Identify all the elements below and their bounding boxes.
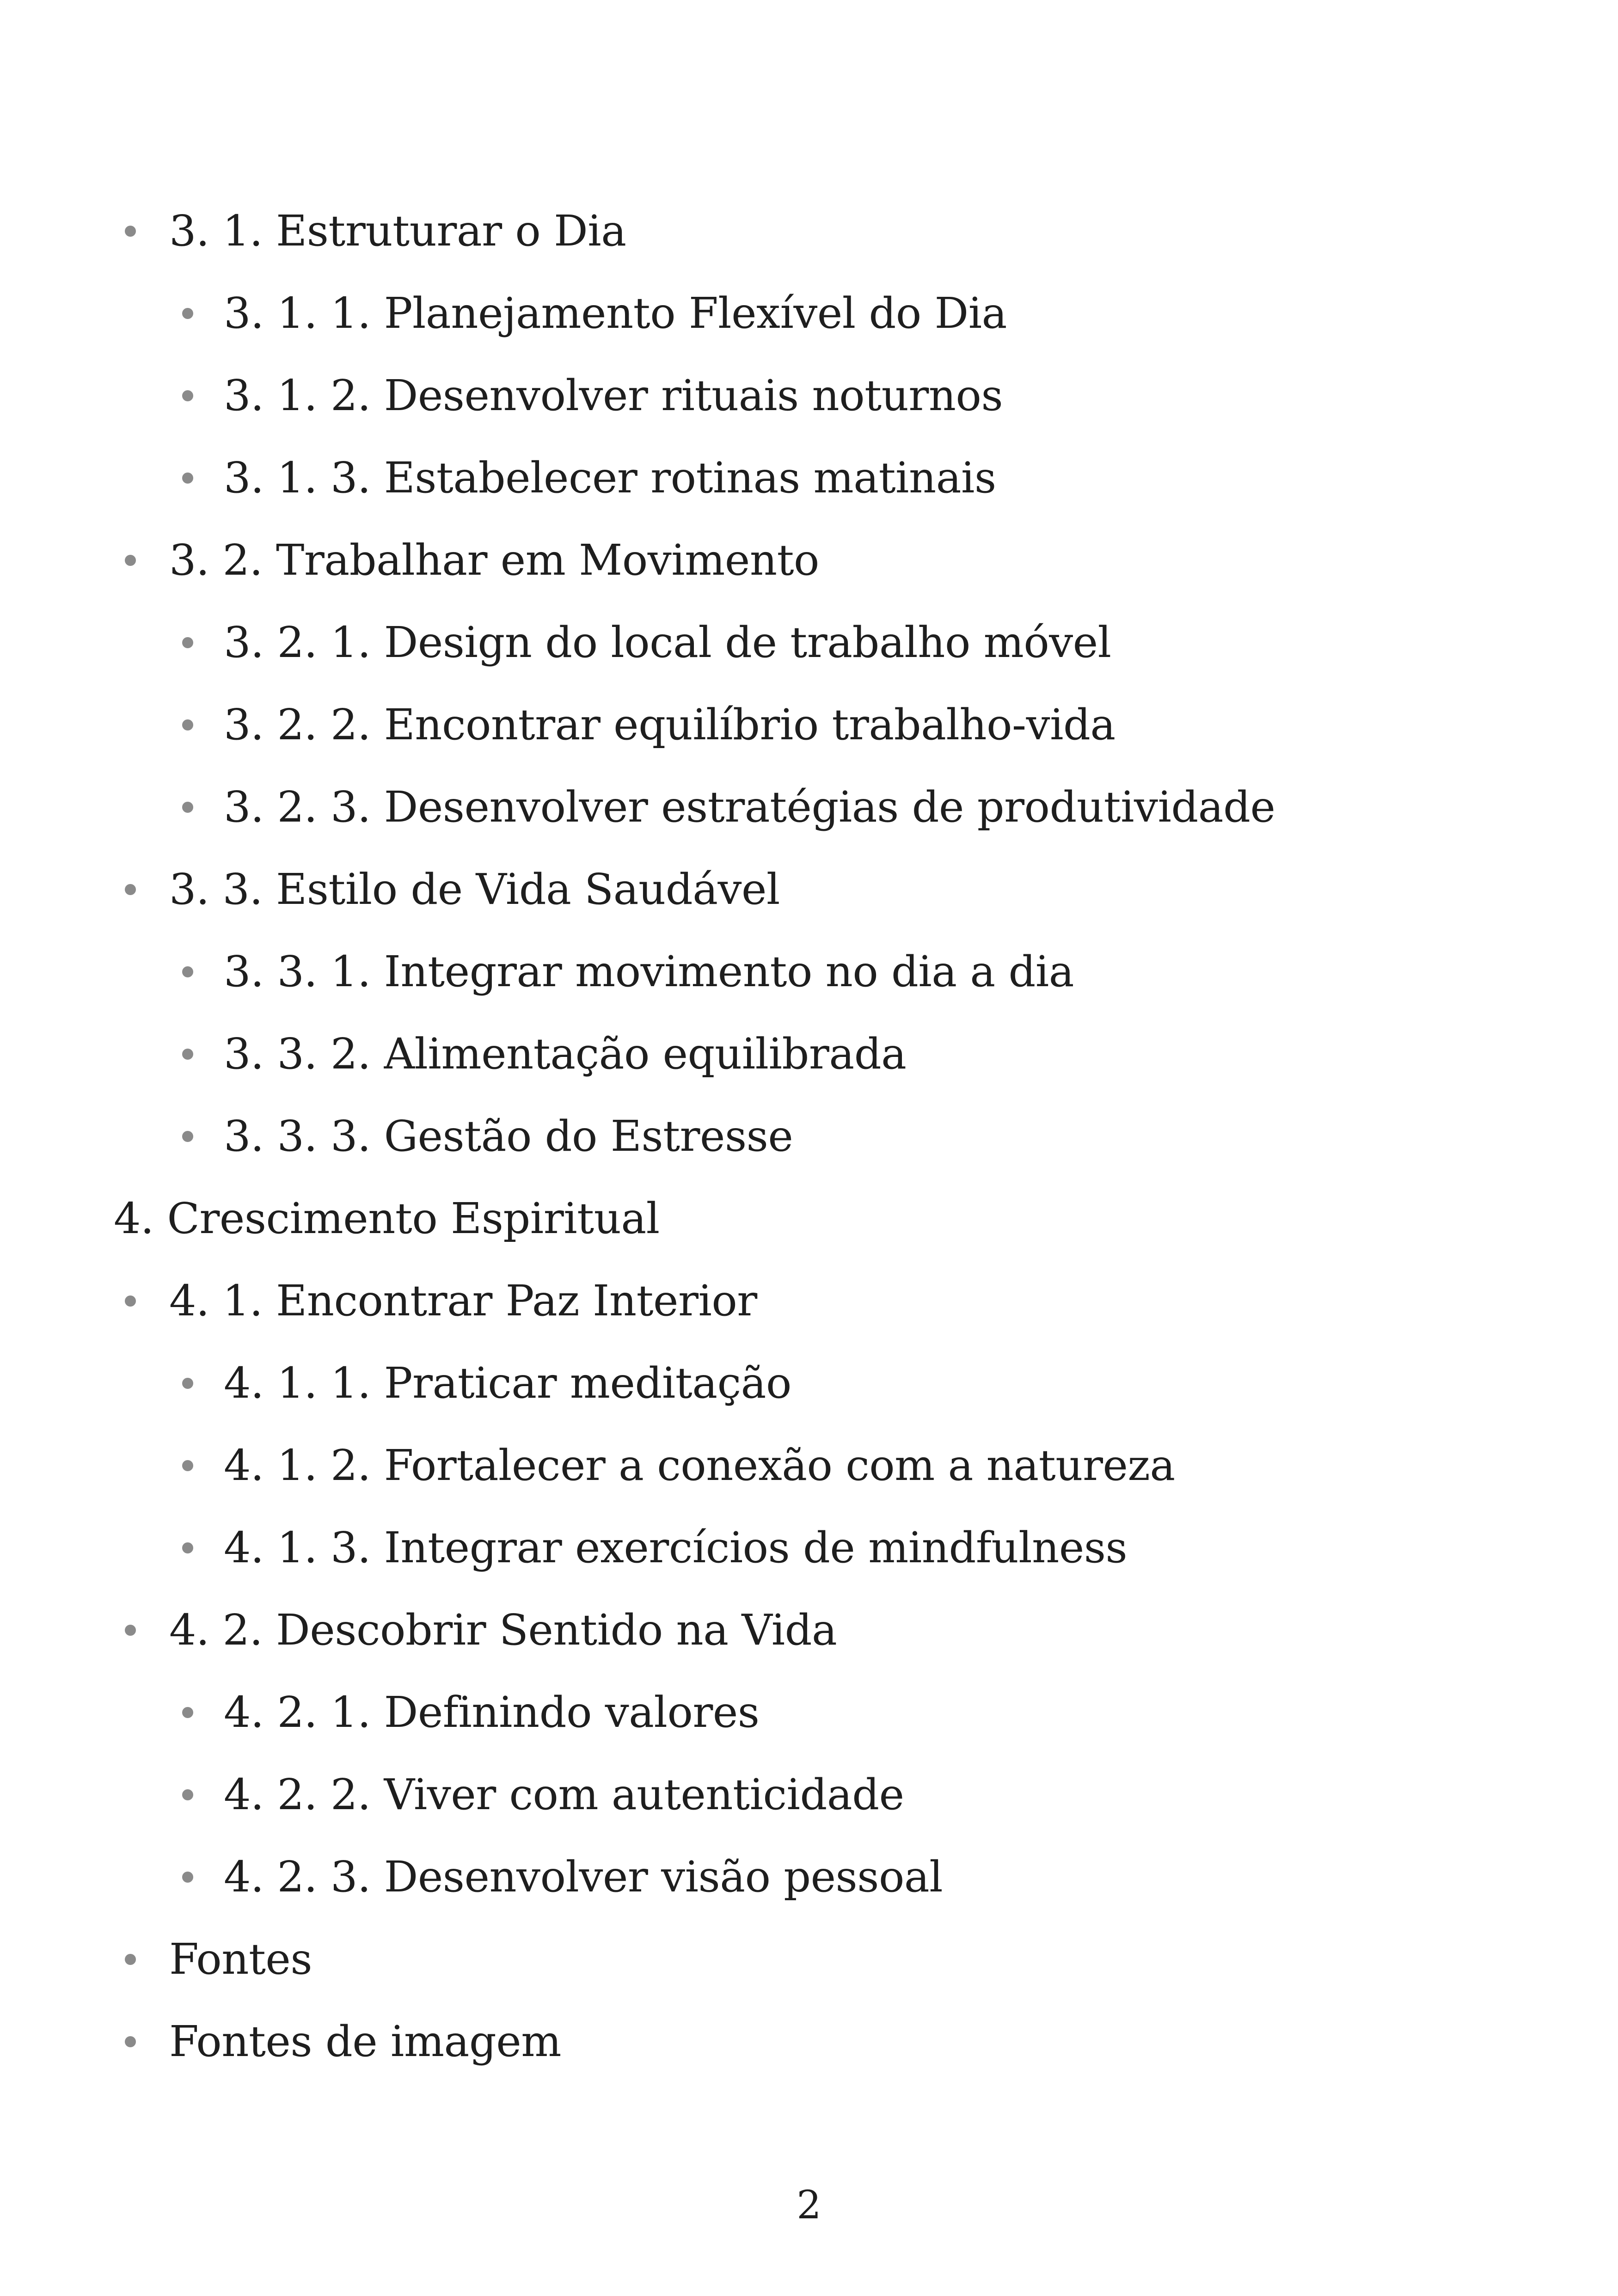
- bullet-icon: [182, 802, 193, 813]
- bullet-icon: [182, 473, 193, 484]
- bullet-icon: [125, 1954, 136, 1965]
- bullet-icon: [182, 390, 193, 401]
- page-number: 2: [797, 2182, 821, 2228]
- toc-item-label: 3. 2. 1. Design do local de trabalho móvel: [224, 618, 1111, 667]
- toc-item-label: Fontes de imagem: [169, 2017, 561, 2066]
- toc-item-label: 3. 3. Estilo de Vida Saudável: [169, 865, 780, 914]
- toc-item-label: 3. 2. 3. Desenvolver estratégias de produtividade: [224, 782, 1275, 832]
- toc-item-label: 4. 2. 3. Desenvolver visão pessoal: [224, 1852, 943, 1902]
- bullet-icon: [182, 1789, 193, 1800]
- toc-item-label: 3. 1. 2. Desenvolver rituais noturnos: [224, 371, 1003, 420]
- bullet-icon: [182, 1542, 193, 1553]
- toc-item-label: 3. 2. 2. Encontrar equilíbrio trabalho-vida: [224, 700, 1115, 749]
- bullet-icon: [125, 1625, 136, 1636]
- bullet-icon: [182, 1460, 193, 1471]
- bullet-icon: [182, 1049, 193, 1060]
- toc-item-label: 4. 1. 2. Fortalecer a conexão com a natureza: [224, 1441, 1175, 1490]
- bullet-icon: [182, 1378, 193, 1389]
- bullet-icon: [125, 555, 136, 566]
- toc-item-label: 3. 1. 1. Planejamento Flexível do Dia: [224, 289, 1007, 338]
- bullet-icon: [182, 1707, 193, 1718]
- toc-item-label: 4. 2. Descobrir Sentido na Vida: [169, 1605, 837, 1655]
- toc-item-label: 4. 1. 3. Integrar exercícios de mindfulness: [224, 1523, 1128, 1572]
- bullet-icon: [182, 1131, 193, 1142]
- bullet-icon: [125, 1295, 136, 1307]
- bullet-icon: [125, 2036, 136, 2047]
- toc-item-label: 4. 2. 2. Viver com autenticidade: [224, 1770, 904, 1819]
- bullet-icon: [182, 966, 193, 977]
- toc-item-label: 4. Crescimento Espiritual: [114, 1194, 660, 1243]
- bullet-icon: [125, 226, 136, 237]
- bullet-icon: [182, 1872, 193, 1883]
- toc-item-label: 3. 3. 2. Alimentação equilibrada: [224, 1029, 907, 1079]
- toc-item-label: 3. 2. Trabalhar em Movimento: [169, 535, 819, 585]
- toc-item-label: 3. 1. 3. Estabelecer rotinas matinais: [224, 453, 996, 503]
- toc-item-label: 3. 3. 1. Integrar movimento no dia a dia: [224, 947, 1074, 996]
- bullet-icon: [182, 637, 193, 648]
- toc-item-label: 4. 1. Encontrar Paz Interior: [169, 1276, 757, 1326]
- bullet-icon: [182, 308, 193, 319]
- toc-item-label: 4. 1. 1. Praticar meditação: [224, 1358, 791, 1408]
- toc-item-label: Fontes: [169, 1934, 313, 1984]
- toc-item-label: 4. 2. 1. Definindo valores: [224, 1688, 760, 1737]
- toc-item-label: 3. 3. 3. Gestão do Estresse: [224, 1111, 793, 1161]
- bullet-icon: [182, 719, 193, 731]
- bullet-icon: [125, 884, 136, 895]
- toc-item-label: 3. 1. Estruturar o Dia: [169, 206, 626, 256]
